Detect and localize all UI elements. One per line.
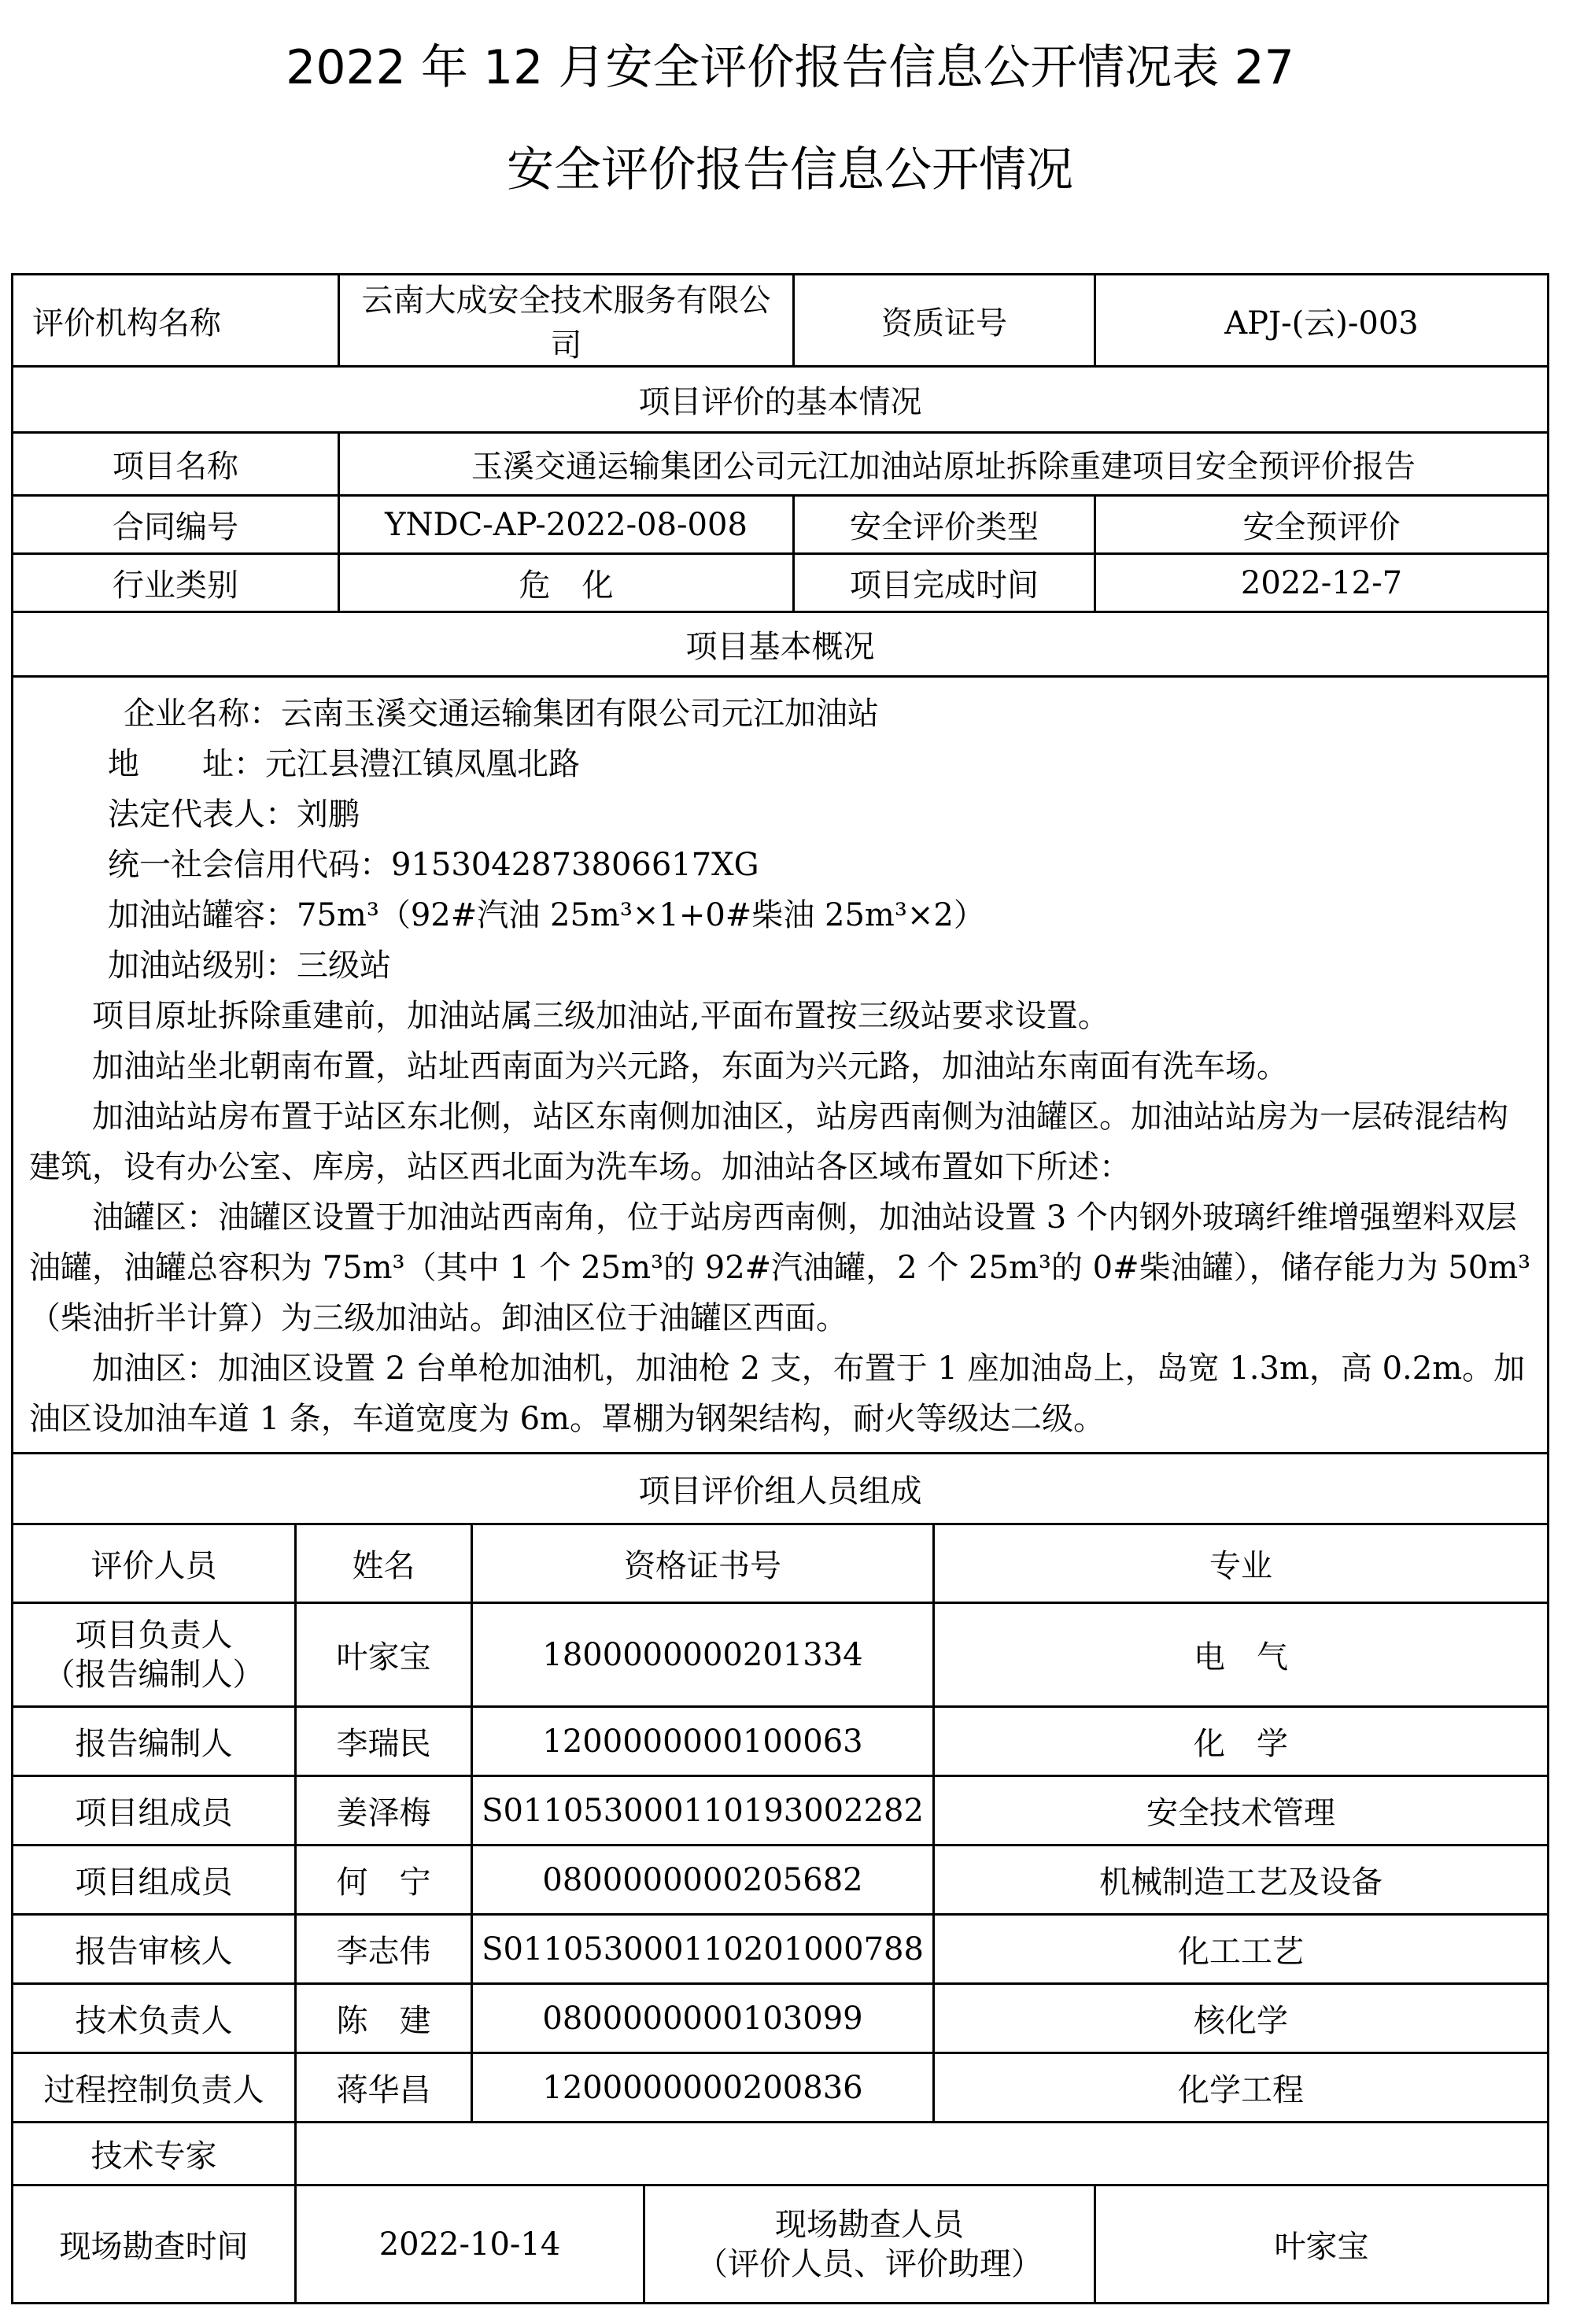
table-row: [13, 1846, 1549, 1915]
overview-line: 加油站级别：三级站: [108, 948, 391, 984]
role-cell: 报告编制人: [13, 1707, 296, 1776]
table-row: [13, 1603, 1549, 1707]
overview-header: 项目基本概况: [13, 612, 1549, 677]
finish-value: 2022-12-7: [1095, 554, 1549, 612]
role-cell: 项目组成员: [13, 1846, 296, 1915]
cert-cell: 1200000000200836: [472, 2053, 934, 2123]
major-cell: 安全技术管理: [934, 1776, 1549, 1846]
overview-body-row: [13, 677, 1549, 1454]
basic-header-row: [13, 367, 1549, 433]
major-cell: 化学工程: [934, 2053, 1549, 2123]
contract-label: 合同编号: [13, 496, 339, 554]
org-row: [13, 275, 1549, 367]
role-cell: 过程控制负责人: [13, 2053, 296, 2123]
overview-line: 地 址：元江县澧江镇凤凰北路: [108, 746, 580, 782]
cert-cell: 0800000000205682: [472, 1846, 934, 1915]
expert-label: 技术专家: [13, 2123, 296, 2185]
industry-value: 危 化: [339, 554, 794, 612]
overview-line: 统一社会信用代码：9153042873806617XG: [108, 847, 759, 883]
contract-row: [13, 496, 1549, 554]
name-cell: 李瑞民: [296, 1707, 472, 1776]
table-row: [13, 1776, 1549, 1846]
name-cell: 陈 建: [296, 1984, 472, 2053]
role-cell: 项目负责人 （报告编制人）: [13, 1603, 296, 1707]
page-subtitle: 安全评价报告信息公开情况: [507, 142, 1073, 198]
contract-value: YNDC-AP-2022-08-008: [339, 496, 794, 554]
expert-row: [13, 2123, 1549, 2185]
cert-cell: 1800000000201334: [472, 1603, 934, 1707]
overview-line: 法定代表人：刘鹏: [108, 796, 360, 833]
project-name-label: 项目名称: [13, 433, 339, 496]
name-cell: 蒋华昌: [296, 2053, 472, 2123]
org-value: 云南大成安全技术服务有限公司: [339, 275, 794, 367]
cert-value: APJ-(云)-003: [1095, 275, 1549, 367]
col-major: 专业: [934, 1524, 1549, 1603]
cert-label: 资质证号: [794, 275, 1095, 367]
overview-header-row: [13, 612, 1549, 677]
cert-cell: 1200000000100063: [472, 1707, 934, 1776]
eval-type-value: 安全预评价: [1095, 496, 1549, 554]
survey-time-label: 现场勘查时间: [13, 2185, 296, 2304]
overview-line: 加油站罐容：75m³（92#汽油 25m³×1+0#柴油 25m³×2）: [108, 897, 985, 933]
major-cell: 核化学: [934, 1984, 1549, 2053]
team-header-row: [13, 1454, 1549, 1524]
overview-paragraph: 油罐区：油罐区设置于加油站西南角，位于站房西南侧，加油站设置 3 个内钢外玻璃纤维增强塑料双层油罐，油罐总容积为 75m³（其中 1 个 25m³的 92#汽油罐，2 个 25m³的 0#柴油罐），储存能力为 50m³（柴油折半计算）为三级加油站。卸油区位于油罐区西面。: [29, 1199, 1531, 1336]
major-cell: 化 学: [934, 1707, 1549, 1776]
col-role: 评价人员: [13, 1524, 296, 1603]
info-table: [11, 273, 1549, 2304]
overview-line: 企业名称：云南玉溪交通运输集团有限公司元江加油站: [124, 696, 879, 732]
overview-paragraph: 加油区：加油区设置 2 台单枪加油机，加油枪 2 支，布置于 1 座加油岛上，岛宽 1.3m，高 0.2m。加油区设加油车道 1 条，车道宽度为 6m。罩棚为钢架结构，耐火等级达二级。: [29, 1350, 1526, 1437]
table-row: [13, 1984, 1549, 2053]
survey-people-value: 叶家宝: [1095, 2185, 1549, 2304]
name-cell: 叶家宝: [296, 1603, 472, 1707]
page-title: 2022 年 12 月安全评价报告信息公开情况表 27: [286, 40, 1294, 95]
col-cert: 资格证书号: [472, 1524, 934, 1603]
major-cell: 电 气: [934, 1603, 1549, 1707]
table-row: [13, 1707, 1549, 1776]
overview-paragraph: 项目原址拆除重建前，加油站属三级加油站,平面布置按三级站要求设置。: [92, 998, 1109, 1034]
basic-header: 项目评价的基本情况: [13, 367, 1549, 433]
eval-type-label: 安全评价类型: [794, 496, 1095, 554]
industry-label: 行业类别: [13, 554, 339, 612]
survey-people-label: 现场勘查人员 （评价人员、评价助理）: [644, 2185, 1095, 2304]
table-row: [13, 1915, 1549, 1984]
team-columns-row: [13, 1524, 1549, 1603]
finish-label: 项目完成时间: [794, 554, 1095, 612]
name-cell: 李志伟: [296, 1915, 472, 1984]
overview-body: [13, 677, 1549, 1454]
survey-row: [13, 2185, 1549, 2304]
cert-cell: S011053000110193002282: [472, 1776, 934, 1846]
role-cell: 项目组成员: [13, 1776, 296, 1846]
overview-paragraph: 加油站站房布置于站区东北侧，站区东南侧加油区，站房西南侧为油罐区。加油站站房为一层砖混结构建筑，设有办公室、库房，站区西北面为洗车场。加油站各区域布置如下所述：: [29, 1099, 1508, 1185]
expert-value: [296, 2123, 1549, 2185]
name-cell: 何 宁: [296, 1846, 472, 1915]
cert-cell: S011053000110201000788: [472, 1915, 934, 1984]
col-name: 姓名: [296, 1524, 472, 1603]
role-cell: 技术负责人: [13, 1984, 296, 2053]
major-cell: 化工工艺: [934, 1915, 1549, 1984]
name-cell: 姜泽梅: [296, 1776, 472, 1846]
org-label: 评价机构名称: [13, 275, 339, 367]
role-cell: 报告审核人: [13, 1915, 296, 1984]
team-header: 项目评价组人员组成: [13, 1454, 1549, 1524]
survey-time-value: 2022-10-14: [296, 2185, 644, 2304]
cert-cell: 0800000000103099: [472, 1984, 934, 2053]
project-name-row: [13, 433, 1549, 496]
project-name-value: 玉溪交通运输集团公司元江加油站原址拆除重建项目安全预评价报告: [339, 433, 1549, 496]
overview-paragraph: 加油站坐北朝南布置，站址西南面为兴元路，东面为兴元路，加油站东南面有洗车场。: [92, 1048, 1288, 1084]
industry-row: [13, 554, 1549, 612]
major-cell: 机械制造工艺及设备: [934, 1846, 1549, 1915]
table-row: [13, 2053, 1549, 2123]
